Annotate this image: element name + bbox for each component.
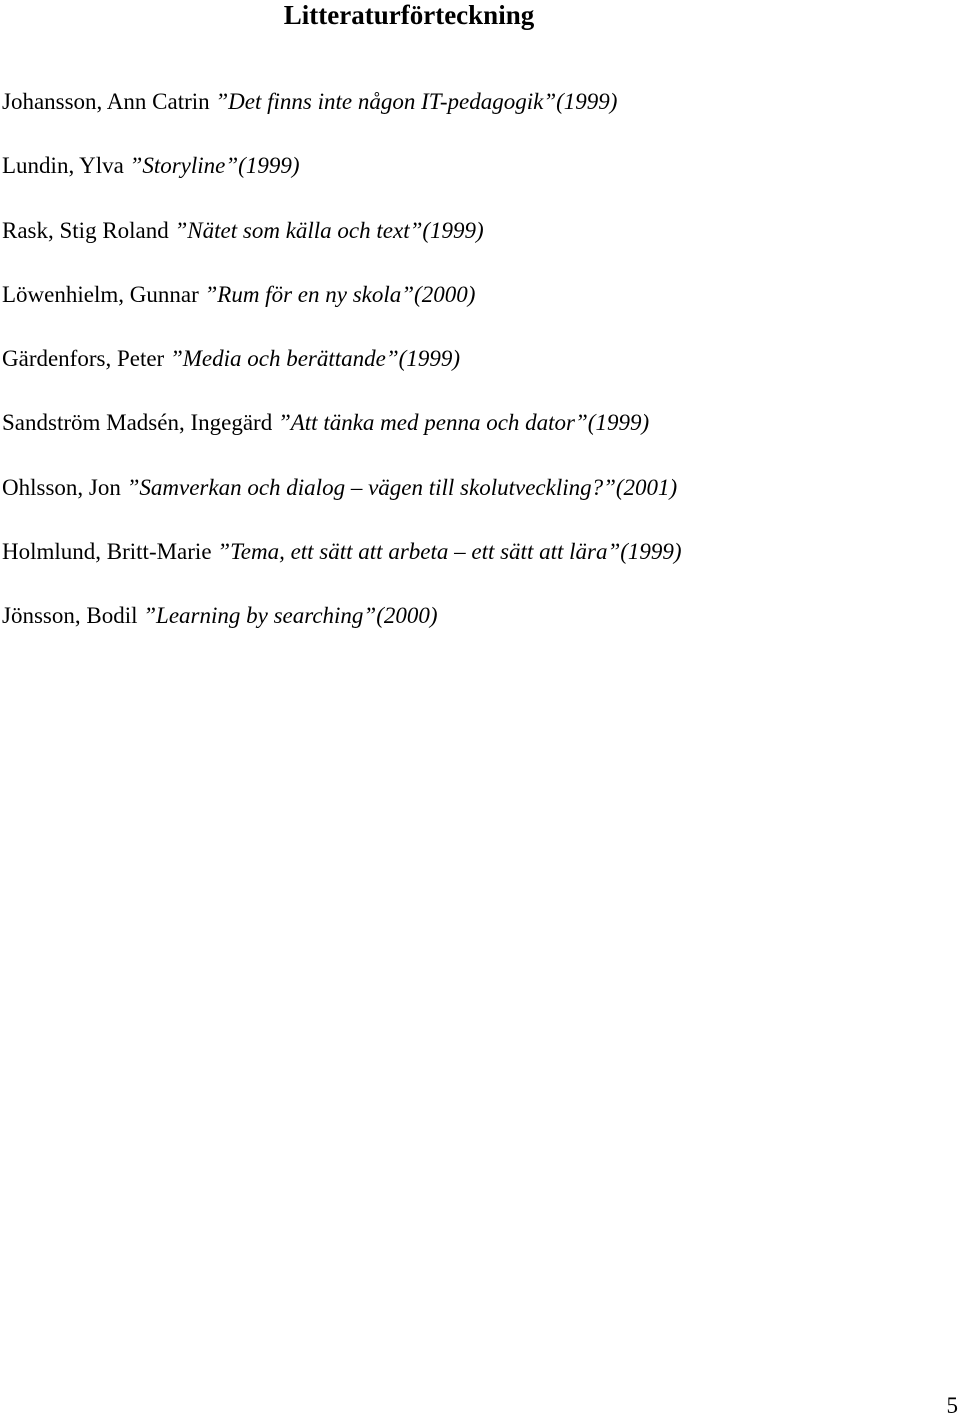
reference-title-year: ”Nätet som källa och text”(1999) [168,217,484,243]
reference-list [2,86,682,665]
reference-item [2,472,682,504]
reference-item [2,150,682,182]
reference-item [2,86,682,118]
reference-title-year: ”Samverkan och dialog – vägen till skolutveckling?”(2001) [120,474,678,500]
page-title: Litteraturförteckning [283,0,535,30]
reference-item [2,536,682,568]
page-number: 5 [946,1393,958,1418]
reference-title-year: ”Tema, ett sätt att arbeta – ett sätt att lära”(1999) [211,539,682,565]
reference-author: Löwenhielm, Gunnar [2,281,199,307]
reference-author: Rask, Stig Roland [2,217,169,243]
reference-title-year: ”Media och berättande”(1999) [164,346,460,372]
reference-author: Jönsson, Bodil [2,603,138,629]
reference-title-year: ”Det finns inte någon IT-pedagogik”(1999) [209,89,618,114]
reference-author: Ohlsson, Jon [2,474,121,500]
reference-item [2,343,682,375]
reference-item [2,215,682,247]
reference-author: Gärdenfors, Peter [2,346,165,372]
reference-title-year: ”Storyline”(1999) [123,153,300,179]
reference-author: Sandström Madsén, Ingegärd [2,410,273,436]
reference-author: Johansson, Ann Catrin [2,89,210,114]
reference-item [2,279,682,311]
reference-item [2,600,682,632]
reference-item [2,407,682,439]
reference-title-year: ”Rum för en ny skola”(2000) [198,281,476,307]
reference-author: Holmlund, Britt-Marie [2,539,212,565]
reference-title-year: ”Learning by searching”(2000) [137,603,438,629]
reference-title-year: ”Att tänka med penna och dator”(1999) [272,410,650,436]
reference-author: Lundin, Ylva [2,153,124,179]
